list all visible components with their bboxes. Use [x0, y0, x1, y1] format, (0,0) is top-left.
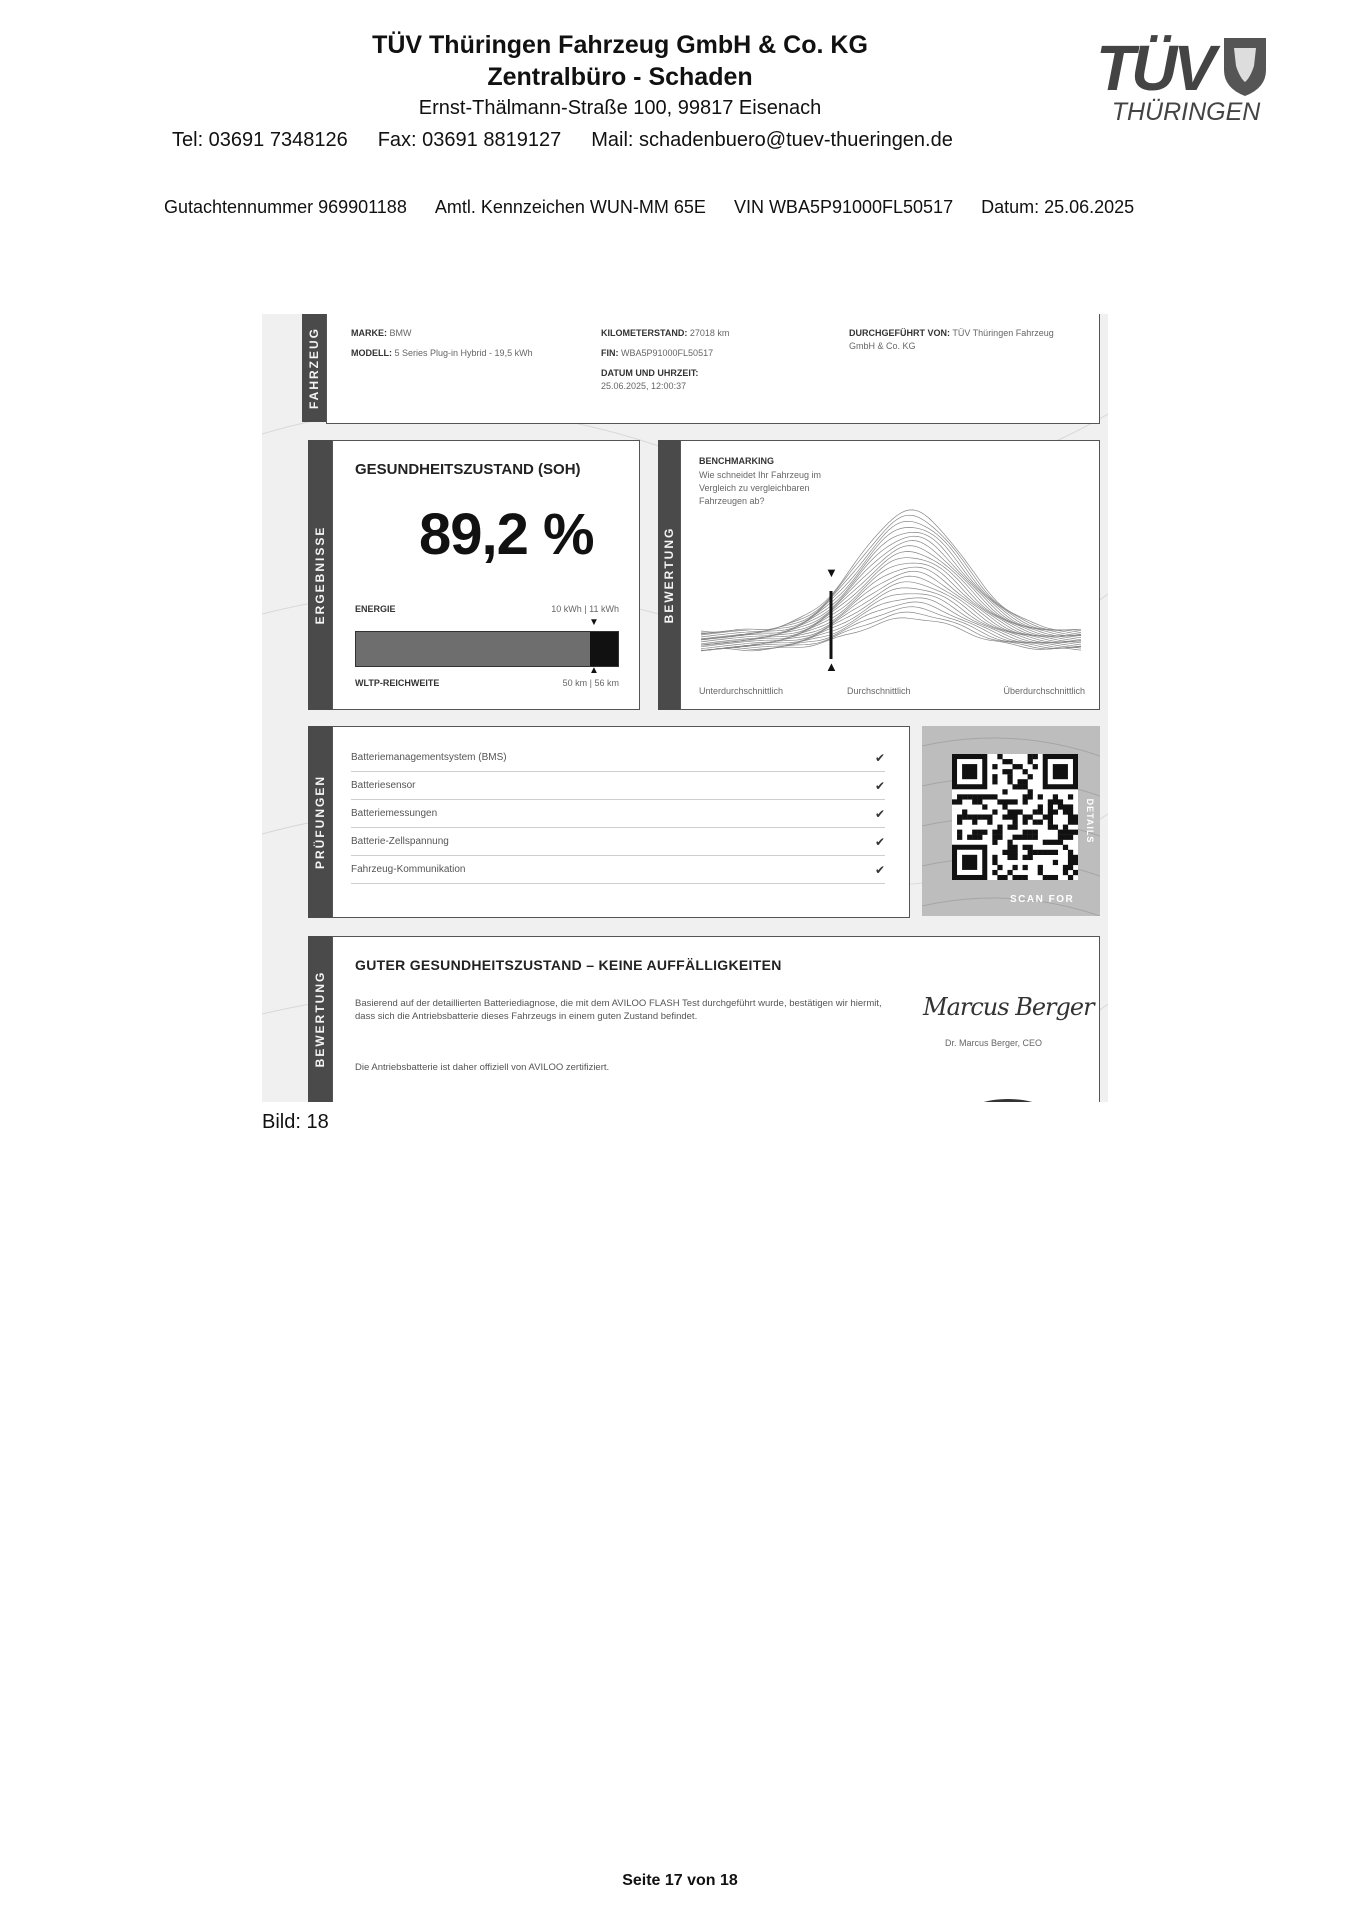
signature: Marcus Berger — [923, 993, 1094, 1021]
section-label-vehicle: FAHRZEUG — [302, 314, 326, 422]
qr-module — [1058, 804, 1063, 809]
qr-module — [1073, 814, 1078, 819]
qr-finder — [962, 764, 977, 779]
qr-module — [1063, 804, 1068, 809]
vehicle-datetime: DATUM UND UHRZEIT: 25.06.2025, 12:00:37 — [601, 368, 699, 391]
qr-module — [1028, 845, 1033, 850]
qr-module — [1012, 809, 1017, 814]
check-icon: ✔ — [874, 751, 885, 765]
qr-module — [1033, 830, 1038, 835]
tuev-logo — [1094, 30, 1274, 126]
qr-module — [1068, 860, 1073, 865]
qr-module — [1058, 799, 1063, 804]
qr-module — [1028, 850, 1033, 855]
qr-module — [1018, 835, 1023, 840]
qr-module — [1053, 850, 1058, 855]
qr-module — [1033, 809, 1038, 814]
qr-module — [1002, 799, 1007, 804]
qr-module — [992, 764, 997, 769]
qr-module — [987, 814, 992, 819]
range-value: 50 km | 56 km — [562, 678, 619, 688]
qr-module — [1023, 779, 1028, 784]
qr-module — [1023, 794, 1028, 799]
qr-module — [1012, 764, 1017, 769]
qr-module — [957, 835, 962, 840]
checks-panel — [332, 726, 910, 918]
qr-module — [972, 830, 977, 835]
signer-name: Dr. Marcus Berger, CEO — [945, 1038, 1043, 1048]
assessment-panel — [332, 936, 1100, 1102]
qr-module — [1023, 835, 1028, 840]
qr-module — [977, 835, 982, 840]
qr-module — [1053, 825, 1058, 830]
qr-module — [992, 840, 997, 845]
qr-module — [1012, 850, 1017, 855]
qr-module — [1048, 799, 1053, 804]
section-label-assessment: BEWERTUNG — [308, 936, 332, 1102]
qr-module — [1038, 865, 1043, 870]
qr-module — [1028, 835, 1033, 840]
soh-panel — [332, 440, 640, 710]
qr-module — [1043, 875, 1048, 880]
qr-module — [987, 794, 992, 799]
battery-report-image — [262, 314, 1108, 1102]
qr-module — [1053, 875, 1058, 880]
qr-module — [997, 835, 1002, 840]
qr-module — [1012, 825, 1017, 830]
qr-module — [1002, 850, 1007, 855]
qr-module — [977, 799, 982, 804]
benchmark-label-high: Überdurchschnittlich — [1003, 686, 1085, 696]
qr-module — [1012, 845, 1017, 850]
qr-module — [1038, 850, 1043, 855]
report-date: Datum: 25.06.2025 — [981, 197, 1135, 217]
qr-module — [1063, 835, 1068, 840]
qr-module — [1038, 870, 1043, 875]
qr-module — [1023, 820, 1028, 825]
license-plate: Amtl. Kennzeichen WUN-MM 65E — [434, 197, 706, 217]
check-item: Batterie-Zellspannung ✔ — [351, 829, 885, 856]
vehicle-model: MODELL: 5 Series Plug-in Hybrid - 19,5 kWh — [351, 348, 533, 358]
vehicle-make: MARKE: BMW — [351, 328, 412, 338]
qr-module — [1007, 825, 1012, 830]
qr-module — [982, 804, 987, 809]
qr-module — [1023, 769, 1028, 774]
energy-value: 10 kWh | 11 kWh — [551, 604, 619, 614]
qr-module — [1018, 875, 1023, 880]
qr-module — [977, 830, 982, 835]
qr-module — [1038, 809, 1043, 814]
vehicle-mileage: KILOMETERSTAND: 27018 km — [601, 328, 730, 338]
qr-module — [1023, 845, 1028, 850]
qr-code-icon — [952, 754, 1078, 880]
vehicle-performed-by: DURCHGEFÜHRT VON: TÜV Thüringen Fahrzeug GmbH & Co. KG — [849, 328, 1054, 351]
qr-module — [972, 814, 977, 819]
check-item: Batteriesensor ✔ — [351, 773, 885, 800]
qr-module — [1053, 840, 1058, 845]
qr-module — [1028, 754, 1033, 759]
energy-label: ENERGIE — [355, 604, 396, 614]
qr-module — [1038, 804, 1043, 809]
qr-module — [1007, 840, 1012, 845]
energy-marker-icon: ▼ — [589, 617, 599, 628]
check-icon: ✔ — [874, 779, 885, 793]
qr-module — [967, 835, 972, 840]
qr-module — [1058, 830, 1063, 835]
company-name: TÜV Thüringen Fahrzeug GmbH & Co. KG — [372, 31, 868, 59]
qr-module — [1018, 809, 1023, 814]
qr-module — [1068, 865, 1073, 870]
qr-module — [1053, 794, 1058, 799]
benchmark-label-mid: Durchschnittlich — [847, 686, 911, 696]
qr-module — [1023, 875, 1028, 880]
qr-module — [1063, 830, 1068, 835]
benchmark-panel — [680, 440, 1100, 710]
qr-module — [1012, 865, 1017, 870]
qr-panel — [922, 726, 1100, 916]
qr-module — [967, 794, 972, 799]
phone-number: Tel: 03691 7348126 — [172, 129, 348, 151]
qr-module — [1063, 809, 1068, 814]
qr-module — [1033, 820, 1038, 825]
qr-module — [957, 799, 962, 804]
qr-module — [972, 820, 977, 825]
check-icon: ✔ — [874, 863, 885, 877]
qr-module — [1033, 835, 1038, 840]
qr-module — [962, 809, 967, 814]
qr-module — [1048, 875, 1053, 880]
qr-module — [997, 830, 1002, 835]
benchmark-title: BENCHMARKING — [699, 456, 774, 466]
qr-module — [1007, 845, 1012, 850]
qr-module — [987, 820, 992, 825]
qr-module — [1068, 830, 1073, 835]
qr-module — [1002, 875, 1007, 880]
email-address: Mail: schadenbuero@tuev-thueringen.de — [591, 129, 953, 151]
qr-module — [1007, 850, 1012, 855]
section-label-results: ERGEBNISSE — [308, 440, 332, 710]
qr-module — [1012, 835, 1017, 840]
qr-module — [1023, 855, 1028, 860]
distribution-line — [701, 521, 1081, 634]
qr-module — [1023, 799, 1028, 804]
qr-module — [1033, 754, 1038, 759]
logo-wordmark: TÜV — [1096, 32, 1212, 104]
qr-module — [1002, 769, 1007, 774]
qr-module — [1028, 814, 1033, 819]
qr-module — [1018, 764, 1023, 769]
qr-module — [1007, 814, 1012, 819]
qr-module — [992, 774, 997, 779]
qr-module — [1028, 855, 1033, 860]
qr-module — [997, 754, 1002, 759]
qr-module — [1038, 820, 1043, 825]
qr-module — [1028, 759, 1033, 764]
qr-module — [1063, 870, 1068, 875]
qr-module — [992, 830, 997, 835]
qr-module — [982, 814, 987, 819]
qr-module — [1068, 875, 1073, 880]
qr-module — [1048, 809, 1053, 814]
assessment-title: GUTER GESUNDHEITSZUSTAND – KEINE AUFFÄLLIGKEITEN — [355, 957, 782, 973]
qr-module — [1053, 860, 1058, 865]
qr-module — [1028, 774, 1033, 779]
qr-module — [1018, 779, 1023, 784]
report-number: Gutachtennummer 969901188 — [164, 197, 407, 217]
qr-module — [1073, 820, 1078, 825]
benchmark-label-low: Unterdurchschnittlich — [699, 686, 784, 696]
qr-module — [1007, 855, 1012, 860]
qr-module — [1018, 784, 1023, 789]
qr-module — [1063, 825, 1068, 830]
department-name: Zentralbüro - Schaden — [487, 63, 753, 91]
qr-module — [977, 794, 982, 799]
qr-module — [1073, 860, 1078, 865]
qr-module — [972, 835, 977, 840]
qr-module — [1007, 779, 1012, 784]
qr-module — [1033, 850, 1038, 855]
soh-bar-remainder — [590, 632, 618, 666]
check-item: Batteriemanagementsystem (BMS) ✔ — [351, 745, 885, 772]
qr-module — [992, 860, 997, 865]
qr-module — [1068, 835, 1073, 840]
section-label-rating: BEWERTUNG — [658, 440, 680, 710]
contact-line — [172, 128, 983, 152]
qr-module — [1002, 789, 1007, 794]
range-label: WLTP-REICHWEITE — [355, 678, 440, 688]
qr-module — [1068, 814, 1073, 819]
qr-module — [957, 830, 962, 835]
qr-module — [1068, 820, 1073, 825]
range-marker-icon: ▲ — [589, 665, 599, 676]
benchmark-distribution-curve — [701, 481, 1083, 671]
soh-bar — [355, 631, 619, 667]
qr-finder — [1053, 764, 1068, 779]
distribution-line — [701, 541, 1081, 638]
check-icon: ✔ — [874, 835, 885, 849]
qr-module — [1068, 809, 1073, 814]
qr-module — [992, 870, 997, 875]
qr-module — [997, 825, 1002, 830]
qr-module — [1038, 794, 1043, 799]
qr-module — [957, 794, 962, 799]
qr-module — [997, 865, 1002, 870]
qr-module — [1023, 784, 1028, 789]
vehicle-marker-down-icon: ▼ — [825, 565, 838, 580]
qr-module — [1033, 764, 1038, 769]
qr-module — [962, 794, 967, 799]
qr-module — [1028, 789, 1033, 794]
qr-bottom-text: SCAN FOR — [1010, 894, 1075, 905]
qr-module — [1043, 850, 1048, 855]
qr-module — [992, 855, 997, 860]
qr-module — [1063, 845, 1068, 850]
qr-module — [1012, 799, 1017, 804]
seal-icon — [963, 1093, 1053, 1102]
qr-module — [1068, 855, 1073, 860]
qr-module — [1007, 759, 1012, 764]
qr-side-text: DETAILS — [1085, 798, 1095, 844]
qr-module — [1048, 814, 1053, 819]
qr-module — [992, 794, 997, 799]
check-icon: ✔ — [874, 807, 885, 821]
qr-module — [997, 799, 1002, 804]
qr-module — [1048, 825, 1053, 830]
qr-module — [1073, 855, 1078, 860]
qr-module — [1007, 809, 1012, 814]
qr-module — [1043, 840, 1048, 845]
qr-module — [1012, 820, 1017, 825]
soh-title: GESUNDHEITSZUSTAND (SOH) — [355, 461, 581, 478]
qr-module — [1023, 830, 1028, 835]
qr-module — [962, 814, 967, 819]
qr-module — [1068, 850, 1073, 855]
check-item: Fahrzeug-Kommunikation ✔ — [351, 857, 885, 884]
qr-module — [1012, 875, 1017, 880]
qr-module — [1007, 870, 1012, 875]
section-label-checks: PRÜFUNGEN — [308, 726, 332, 918]
qr-module — [1012, 855, 1017, 860]
qr-module — [1002, 814, 1007, 819]
qr-module — [1002, 759, 1007, 764]
qr-module — [1063, 865, 1068, 870]
qr-module — [1048, 820, 1053, 825]
qr-module — [982, 794, 987, 799]
vehicle-panel — [326, 314, 1100, 424]
qr-module — [1007, 769, 1012, 774]
qr-module — [977, 814, 982, 819]
page-number: Seite 17 von 18 — [622, 1872, 738, 1889]
qr-module — [957, 820, 962, 825]
qr-module — [1073, 870, 1078, 875]
qr-module — [1058, 840, 1063, 845]
vin-number: VIN WBA5P91000FL50517 — [733, 197, 954, 217]
qr-module — [992, 809, 997, 814]
logo-subtitle: THÜRINGEN — [1111, 98, 1261, 126]
vehicle-fin: FIN: WBA5P91000FL50517 — [601, 348, 714, 358]
qr-module — [957, 814, 962, 819]
qr-module — [1058, 835, 1063, 840]
qr-module — [1007, 774, 1012, 779]
qr-module — [992, 835, 997, 840]
qr-module — [1028, 794, 1033, 799]
qr-module — [972, 794, 977, 799]
qr-module — [997, 875, 1002, 880]
qr-module — [982, 830, 987, 835]
qr-module — [1068, 804, 1073, 809]
qr-module — [1053, 799, 1058, 804]
company-address: Ernst-Thälmann-Straße 100, 99817 Eisenach — [418, 97, 822, 119]
qr-module — [1002, 804, 1007, 809]
assessment-certified-text: Die Antriebsbatterie ist daher offiziell von AVILOO zertifiziert. — [355, 1062, 610, 1073]
qr-module — [1048, 850, 1053, 855]
qr-module — [1007, 799, 1012, 804]
assessment-text: Basierend auf der detaillierten Batteriediagnose, die mit dem AVILOO FLASH Test durchgeführt wurde, bestätigen wir hiermit, dass sich die Antriebsbatterie dieses Fahrzeugs in einem guten Zustand befindet. — [355, 998, 882, 1022]
qr-finder — [962, 855, 977, 870]
qr-module — [1048, 804, 1053, 809]
qr-module — [1068, 794, 1073, 799]
qr-module — [1012, 784, 1017, 789]
vehicle-marker-up-icon: ▲ — [825, 659, 838, 671]
qr-module — [1023, 865, 1028, 870]
qr-module — [967, 814, 972, 819]
fax-number: Fax: 03691 8819127 — [377, 129, 562, 151]
qr-module — [1028, 830, 1033, 835]
qr-module — [1073, 830, 1078, 835]
benchmark-text: Wie schneidet Ihr Fahrzeug im Vergleich zu vergleichbaren Fahrzeugen ab? — [699, 470, 822, 506]
qr-module — [1043, 814, 1048, 819]
qr-module — [1023, 814, 1028, 819]
check-item: Batteriemessungen ✔ — [351, 801, 885, 828]
qr-module — [1048, 840, 1053, 845]
qr-module — [952, 799, 957, 804]
image-caption: Bild: 18 — [262, 1111, 329, 1133]
qr-module — [972, 799, 977, 804]
qr-module — [1053, 809, 1058, 814]
qr-module — [1012, 814, 1017, 819]
soh-value: 89,2 % — [419, 502, 594, 567]
report-meta-line — [164, 196, 1134, 218]
qr-module — [992, 779, 997, 784]
